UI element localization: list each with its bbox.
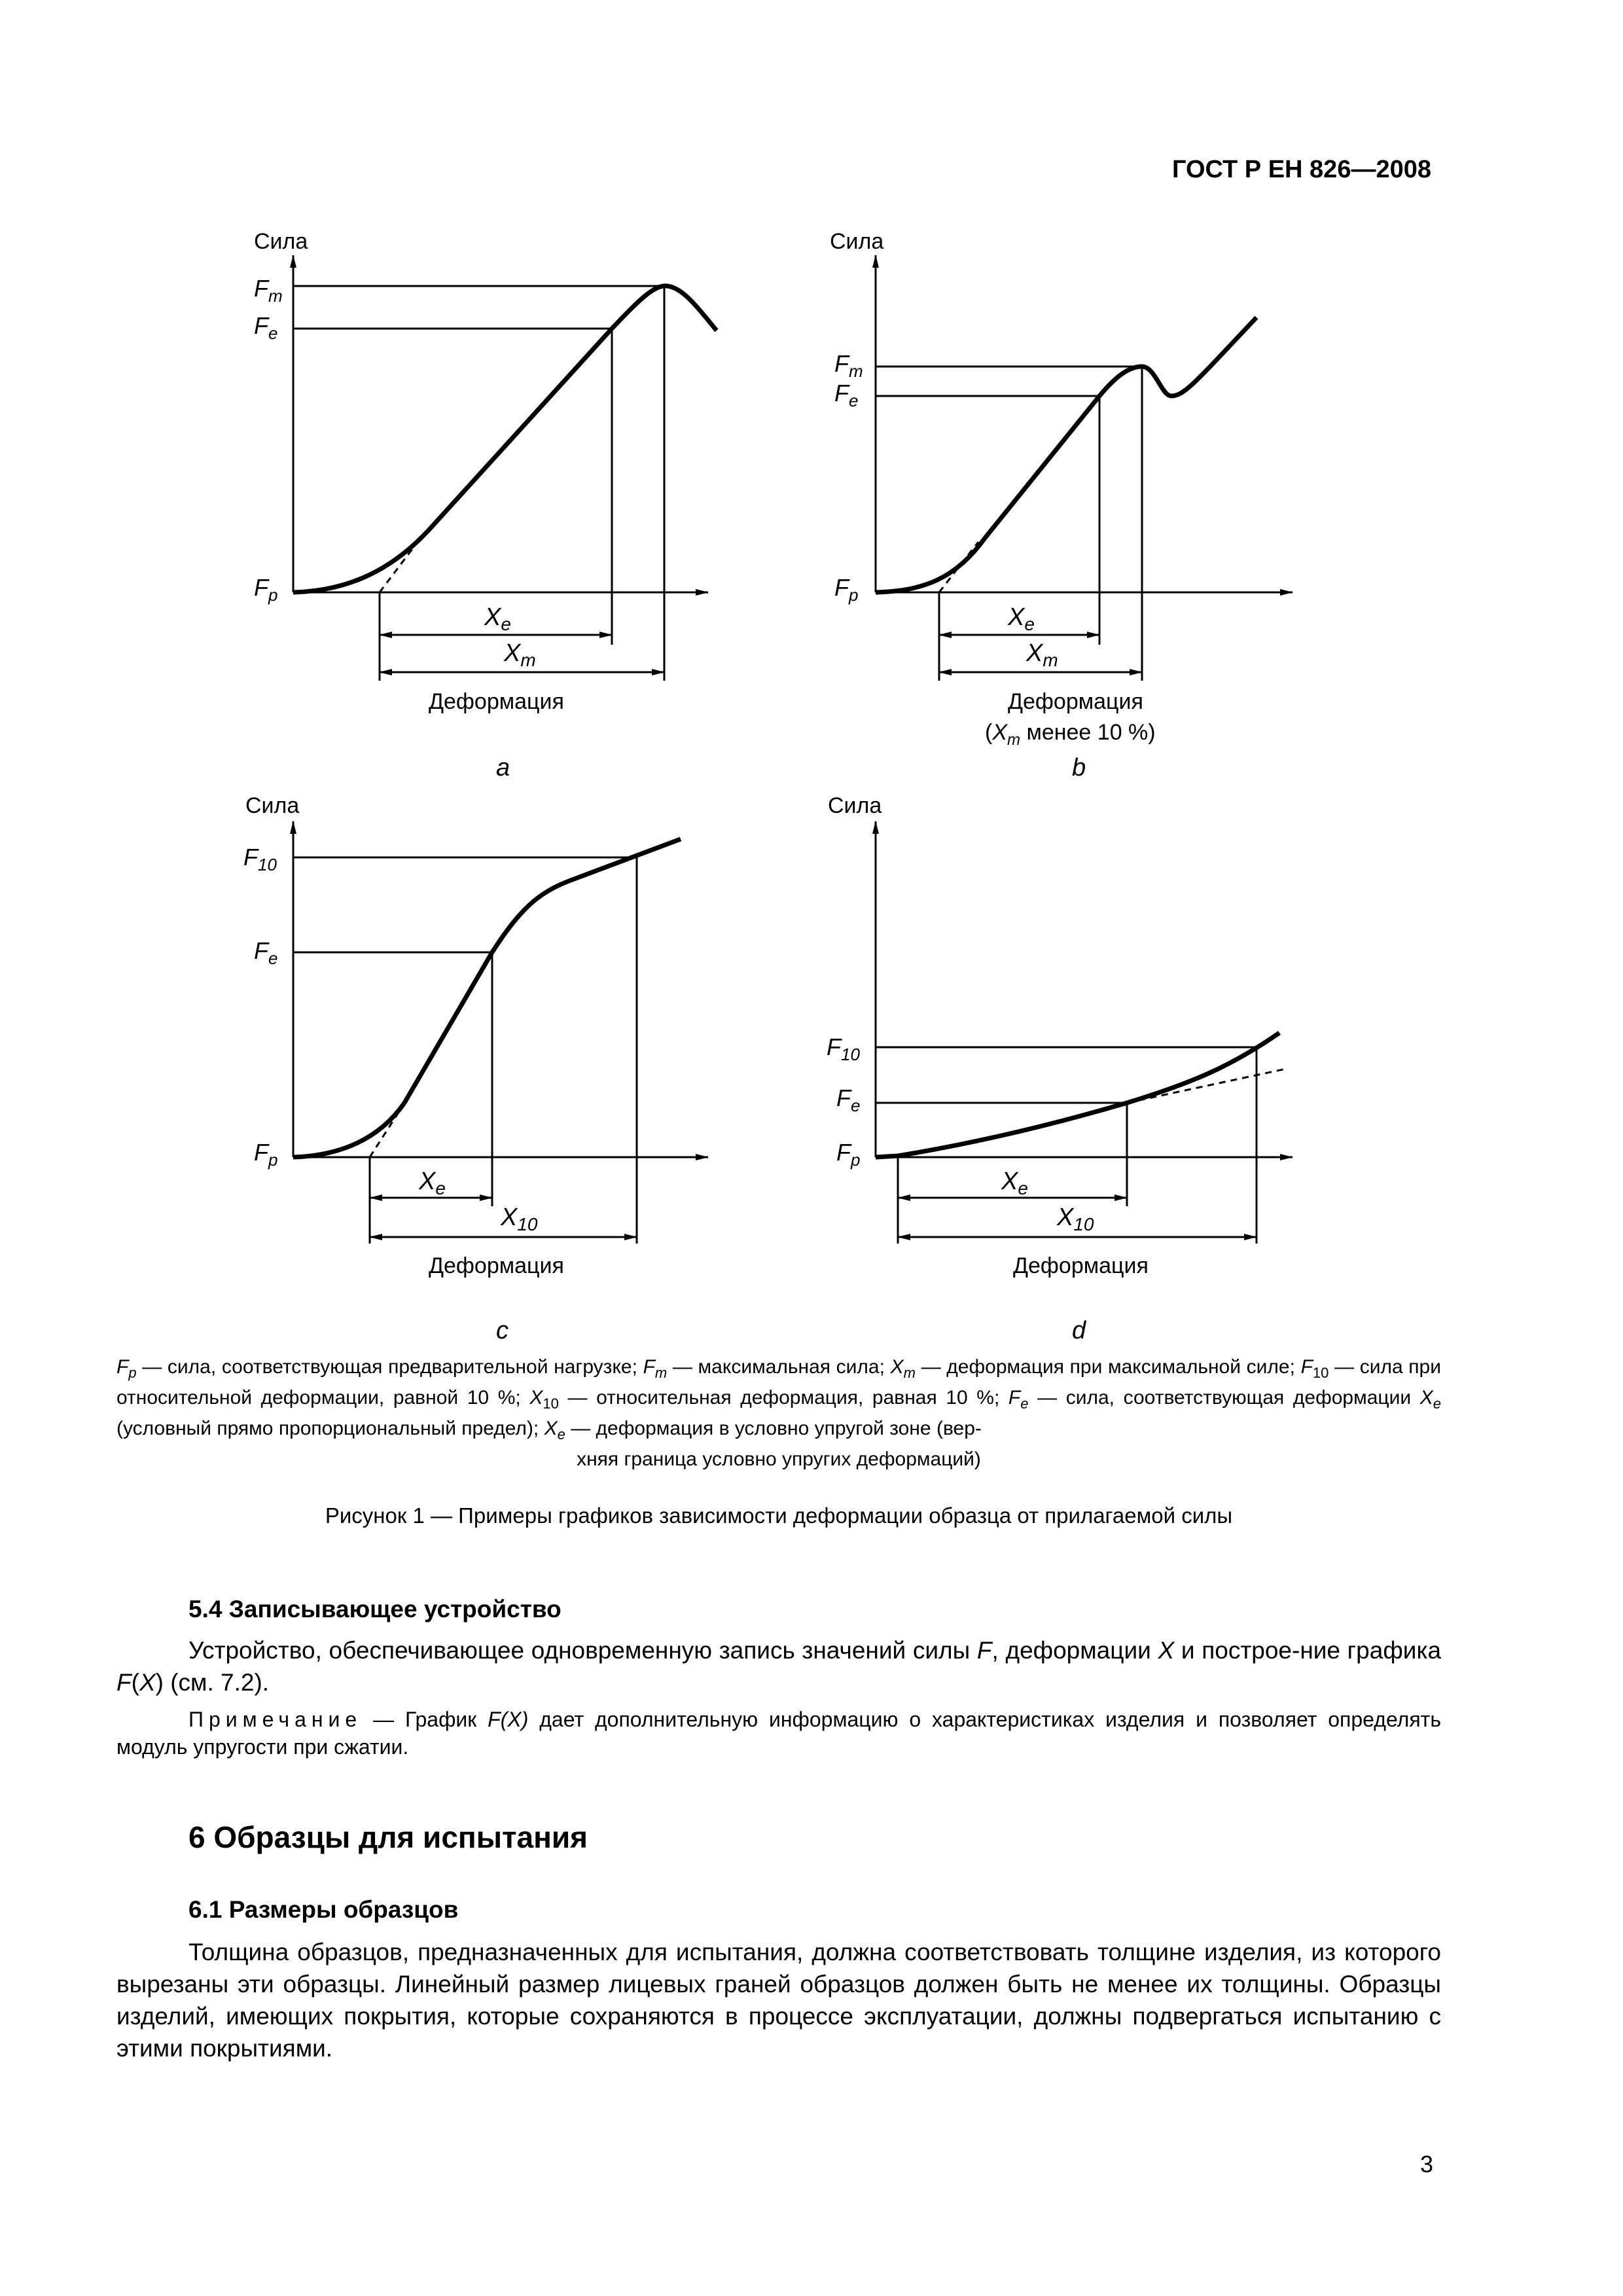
legend-xe-cont: хняя граница условно упругих деформаций) (577, 1448, 981, 1470)
fe-label: $F_e$ (834, 380, 859, 410)
panel-letter: c (496, 1317, 508, 1344)
fp-label: $F_p$ (836, 1139, 861, 1170)
x-axis-label: Деформация (429, 689, 564, 714)
fe-label: $F_e$ (254, 312, 278, 343)
fp-label: $F_p$ (834, 574, 859, 605)
legend-fp: — сила, соответствующая предварительной нагрузке; (142, 1356, 637, 1378)
note-label: Примечание (188, 1708, 363, 1731)
f10-label: $F_{10}$ (827, 1033, 860, 1064)
xe-label: $X_e$ (1008, 603, 1035, 634)
x-axis-label: Деформация (429, 1253, 564, 1278)
panel-b (830, 229, 1293, 781)
x10-label: $X_{10}$ (1057, 1204, 1094, 1234)
y-axis-label: Сила (828, 793, 882, 818)
y-axis-label: Сила (245, 793, 300, 818)
xe-label: $X_e$ (484, 603, 511, 634)
condition-label: ($X_m$ менее 10 %) (985, 720, 1156, 749)
legend-xm: — деформация при максимальной (921, 1356, 1241, 1378)
legend-xm-cont: силе; (1246, 1356, 1295, 1378)
x-axis-label: Деформация (1013, 1253, 1149, 1278)
text-fragment: и построе-ние графика (1181, 1637, 1442, 1664)
xe-label: $X_e$ (419, 1168, 446, 1198)
section-5-4-text: Устройство, обеспечивающее одновременную запись значений силы F, деформации X и построе-ние графика F(X) (см. 7.2). (116, 1637, 1442, 1696)
panel-c (243, 793, 708, 1344)
fp-label: $F_p$ (254, 574, 278, 605)
section-6-heading: 6 Образцы для испытания (188, 1820, 588, 1854)
legend-xe: — деформация в условно упругой зоне (вер- (571, 1418, 982, 1439)
legend-f10: — сила при относительной деформации, равной 10 %; (116, 1356, 1441, 1408)
panel-letter: b (1072, 754, 1086, 781)
section-5-4-heading: 5.4 Записывающее устройство (188, 1596, 562, 1623)
panel-a (254, 229, 717, 781)
legend-fe: — сила, (1037, 1387, 1115, 1408)
figure-legend: $F_p$ — сила, соответствующая предварительной нагрузке; $F_m$ — максимальная сила; $X_m$ — деформация при максимальной силе; $F_{10}$ — сила при относительной деформации, равной 10 %; $X_{10}$ — относительная деформация, равная 10 %; $F_e$ — сила, соответствующая деформации $X_e$ (условный прямо пропорциональный предел); $X_e$ — деформация в условно упругой зоне (вер- хняя граница условно упругих деформаций) (116, 1355, 1441, 1472)
text-fragment: (см. 7.2). (170, 1669, 270, 1696)
section-6-1-heading: 6.1 Размеры образцов (188, 1896, 459, 1923)
figure-caption: Рисунок 1 — Примеры графиков зависимости деформации образца от прилагаемой силы (325, 1503, 1233, 1528)
section-5-4-note: Примечание — График F(X) дает дополнительную информацию о характеристиках изделия и позволяет определять модуль упругости при сжатии. (116, 1708, 1442, 1759)
y-axis-label: Сила (254, 229, 308, 254)
legend-x10: — относительная деформация, равная 10 %; (567, 1387, 1000, 1408)
legend-fe-def: (условный прямо пропорциональный предел); (116, 1418, 539, 1439)
fp-label: $F_p$ (254, 1139, 278, 1170)
text-fragment: Устройство, обеспечивающее одновременную запись значений силы (188, 1637, 971, 1664)
fm-label: $F_m$ (254, 275, 283, 306)
fe-label: $F_e$ (836, 1085, 861, 1115)
text-fragment: дает дополнительную информацию о характеристиках изделия и позволяет определять модуль упругости при сжатии. (116, 1708, 1442, 1759)
section-6-1-text: Толщина образцов, предназначенных для испытания, должна соответствовать толщине изделия, из которого вырезаны эти образцы. Линейный размер лицевых граней образцов должен быть не менее их толщины. Образцы изделий, имеющих покрытия, которые сохраняются в процессе эксплуатации, должны подвергаться испытанию с этими покрытиями. (116, 1939, 1441, 2062)
x-axis-label: Деформация (1008, 689, 1143, 714)
fe-label: $F_e$ (254, 937, 278, 968)
panel-d (827, 793, 1293, 1344)
x10-label: $X_{10}$ (501, 1204, 538, 1234)
text-fragment: , деформации (991, 1637, 1151, 1664)
f10-label: $F_{10}$ (243, 844, 277, 874)
legend-fe-cont: соответствующая деформации (1123, 1387, 1412, 1408)
xm-label: $X_m$ (1026, 639, 1058, 670)
text-fragment: — График (373, 1708, 477, 1731)
xe-label: $X_e$ (1001, 1168, 1028, 1198)
panel-letter: a (496, 754, 510, 781)
panel-letter: d (1072, 1317, 1086, 1344)
document-id: ГОСТ Р ЕН 826—2008 (1171, 156, 1431, 183)
y-axis-label: Сила (830, 229, 884, 254)
legend-fm: — максимальная сила; (672, 1356, 885, 1378)
page-number: 3 (1419, 2151, 1433, 2178)
xm-label: $X_m$ (504, 639, 536, 670)
fm-label: $F_m$ (834, 350, 863, 381)
